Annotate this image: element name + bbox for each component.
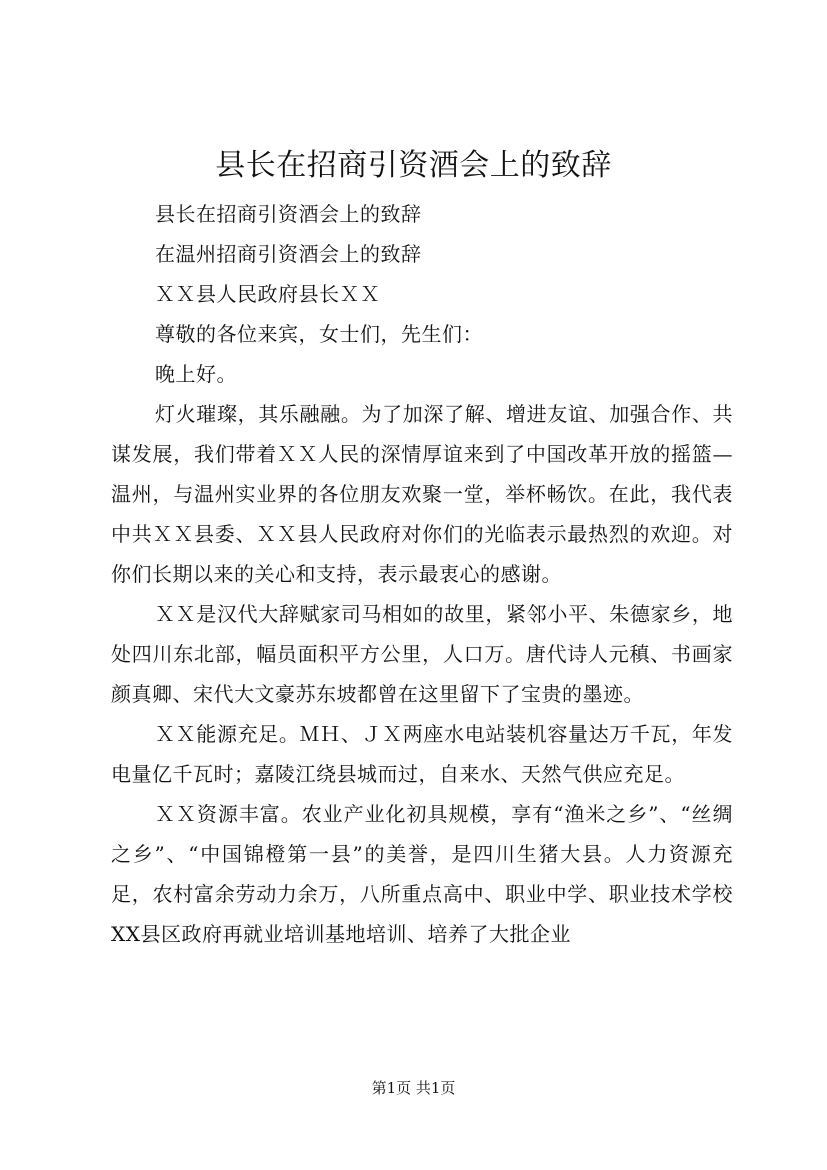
paragraph-speaker: ＸＸ县人民政府县长ＸＸ xyxy=(155,282,381,306)
paragraph-resources: ＸＸ资源丰富。农业产业化初具规模，享有“渔米之乡”、“丝绸之乡”、“中国锦橙第一县”的美誉，是四川生猪大县。人力资源充足，农村富余劳动力余万，八所重点高中、职业中学、职业技术学校XX县区政府再就业培训基地培训、培养了大批企业 xyxy=(111,802,733,946)
paragraph-heading-copy: 县长在招商引资酒会上的致辞 xyxy=(155,202,422,226)
paragraph-subtitle: 在温州招商引资酒会上的致辞 xyxy=(155,242,422,266)
paragraph-salutation: 尊敬的各位来宾，女士们，先生们： xyxy=(155,322,483,346)
document-body xyxy=(111,194,733,954)
document-title: 县长在招商引资酒会上的致辞 xyxy=(215,148,612,183)
paragraph-history: ＸＸ是汉代大辞赋家司马相如的故里，紧邻小平、朱德家乡，地处四川东北部，幅员面积平方公里，人口万。唐代诗人元稹、书画家颜真卿、宋代大文豪苏东坡都曾在这里留下了宝贵的墨迹。 xyxy=(111,602,733,706)
paragraph-welcome: 灯火璀璨，其乐融融。为了加深了解、增进友谊、加强合作、共谋发展，我们带着ＸＸ人民的深情厚谊来到了中国改革开放的摇篮—温州，与温州实业界的各位朋友欢聚一堂，举杯畅饮。在此，我代表中共ＸＸ县委、ＸＸ县人民政府对你们的光临表示最热烈的欢迎。对你们长期以来的关心和支持，表示最衷心的感谢。 xyxy=(111,402,733,586)
paragraph-greeting: 晚上好。 xyxy=(155,362,237,386)
page-footer: 第1页 共1页 xyxy=(371,1079,456,1097)
paragraph-energy: ＸＸ能源充足。ＭＨ、ＪＸ两座水电站装机容量达万千瓦，年发电量亿千瓦时；嘉陵江绕县城而过，自来水、天然气供应充足。 xyxy=(111,722,733,786)
